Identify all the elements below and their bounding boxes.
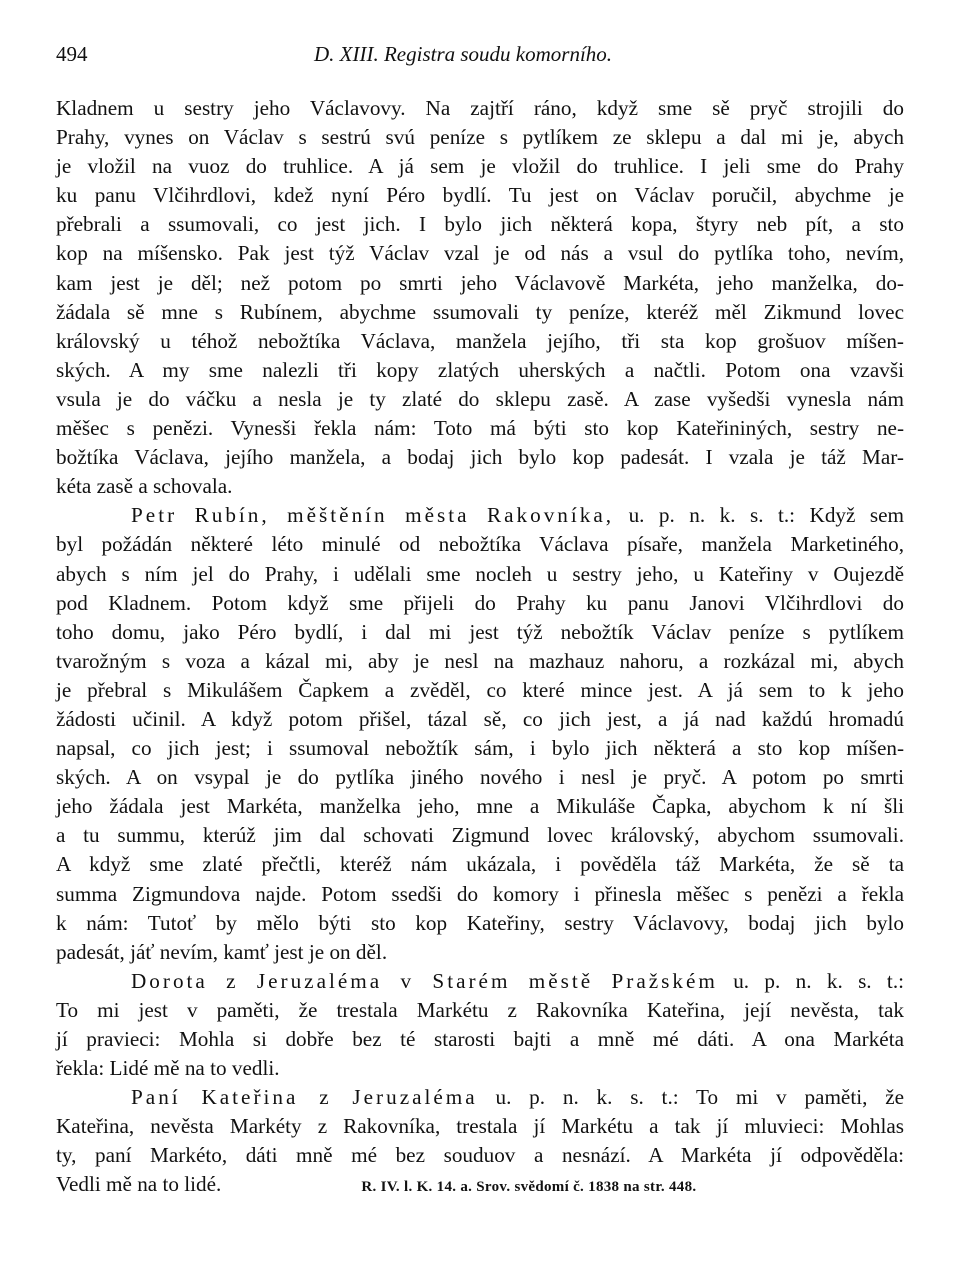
running-head [56,42,904,72]
text-line [56,967,904,996]
text-line: kop na míšensko. Pak jest týž Václav vzal je od nás a vsul do pytlíka toho, nevím, [56,241,904,266]
text-line: řekla: Lidé mě na to vedli. [56,1056,280,1081]
text-line: přebrali a ssumovali, co jest jich. I bylo jich některá kopa, štyry neb pít, a sto [56,212,904,237]
text-line [56,501,904,530]
line-rest: u. p. n. k. s. t.: To mi v paměti, že [495,1085,904,1110]
text-line: jeho žádala jest Markéta, manželka jeho, mne a Mikuláše Čapka, abychom k ní šli [56,794,904,819]
text-line: ských. A on vsypal je do pytlíka jiného nového i nesl je pryč. A potom po smrti [56,765,904,790]
witness-name: Paní Kateřina z Jeruzaléma [131,1085,478,1110]
text-line: žádala sě mne s Rubínem, abychme ssumovali ty peníze, kteréž měl Zikmund lovec [56,299,904,324]
text-line: Kladnem u sestry jeho Václavovy. Na zajtří ráno, když sme sě pryč strojili do [56,96,904,120]
line-rest: u. p. n. k. s. t.: Když sem [628,503,905,528]
text-line: pod Kladnem. Potom když sme přijeli do Prahy ku panu Janovi Vlčihrdlovi do [56,590,904,615]
text-line: jí pravieci: Mohla si dobře bez té starosti bajti a mně mé dáti. A ona Markéta [56,1027,904,1051]
line-rest: u. p. n. k. s. t.: [733,968,904,993]
text-line: napsal, co jich jest; i ssumoval nebožtík sám, i bylo jich některá a sto kop míšen- [56,736,904,761]
text-line: To mi jest v paměti, že trestala Markétu z Rakovníka Kateřina, její nevěsta, tak [56,997,904,1022]
text-line: byl požádán některé léto minulé od nebožtíka Václava písaře, manžela Marketiného, [56,532,904,557]
text-line: božtíka Václava, jejího manžela, a bodaj jich bylo kop padesát. I vzala je táž Mar- [56,445,904,470]
body-text [56,94,904,1200]
text-line: je vložil na vuoz do truhlice. A já sem je vložil do truhlice. I jeli sme do Prahy [56,154,904,179]
witness-name: Dorota z Jeruzaléma v Starém městě Pražském [131,968,718,993]
paragraph-3 [56,967,904,1083]
text-line: žádosti učinil. A když potom přišel, tázal sě, co jich jest, a já nad každú hromadú [56,706,904,731]
text-line: summa Zigmundova najde. Potom ssedši do komory i přinesla měšec s penězi a řekla [56,881,904,906]
text-line: padesát, jáť nevím, kamť jest je on děl. [56,939,388,964]
text-line: k nám: Tutoť by mělo býti sto kop Kateřiny, sestry Václavovy, bodaj jich bylo [56,910,904,935]
text-line [56,1170,904,1199]
text-line: ských. A my sme nalezli tři kopy zlatých uherských a načtli. Potom ona vzavši [56,357,904,382]
text-line: kéta zasě a schovala. [56,474,233,499]
text-line: ty, paní Markéto, dáti mně mé bez souduov a nesnází. A Markéta jí odpověděla: [56,1143,904,1168]
text-line: toho domu, jako Péro bydlí, i dal mi jest týž nebožtík Václav peníze s pytlíkem [56,619,904,644]
text-line: Kateřina, nevěsta Markéty z Rakovníka, trestala jí Markétu a tak jí mluvieci: Mohlas [56,1114,904,1139]
page-number: 494 [56,42,88,66]
text-line: abych s ním jel do Prahy, i udělali sme nocleh u sestry jeho, u Kateřiny v Oujezdě [56,561,904,586]
line-text: Vedli mě na to lidé. [56,1172,222,1197]
text-line: Prahy, vynes on Václav s sestrú svú peníze s pytlíkem ze sklepu a dal mi je, abych [56,125,904,150]
running-title: D. XIII. Registra soudu komorního. [314,42,613,66]
witness-name: Petr Rubín, měštěnín města Rakovníka, [131,503,615,528]
text-line: tvarožným s voza a kázal mi, aby je nesl na mazhauz nahoru, a rozkázal mi, abych [56,648,904,673]
text-line [56,1083,904,1112]
text-line: kam jest je děl; než potom po smrti jeho Václavově Markéta, jeho manželka, do- [56,270,904,295]
paragraph-4 [56,1083,904,1199]
text-line: A když sme zlaté přečtli, kteréž nám ukázala, i pověděla táž Markéta, že sě ta [56,852,904,877]
paragraph-1 [56,94,904,501]
text-line: královský u téhož nebožtíka Václava, manžela jejího, tři sta kop grošuov míšen- [56,328,904,353]
text-line: vsula je do váčku a nesla je ty zlaté do sklepu zasě. A zase vyšedši vynesla nám [56,386,904,411]
source-reference: R. IV. l. K. 14. a. Srov. svědomí č. 1838 na str. 448. [361,1179,697,1196]
text-line: měšec s penězi. Vynesši řekla nám: Toto má býti sto kop Kateřininých, sestry ne- [56,416,904,441]
text-line: je přebral s Mikulášem Čapkem a zvěděl, co které mince jest. A já sem to k jeho [56,677,904,702]
paragraph-2 [56,501,904,967]
text-line: a tu summu, kterúž jim dal schovati Zigmund lovec královský, abychom ssumovali. [56,823,904,848]
text-line: ku panu Vlčihrdlovi, kdež nyní Péro bydlí. Tu jest on Václav poručil, abychme je [56,183,904,208]
